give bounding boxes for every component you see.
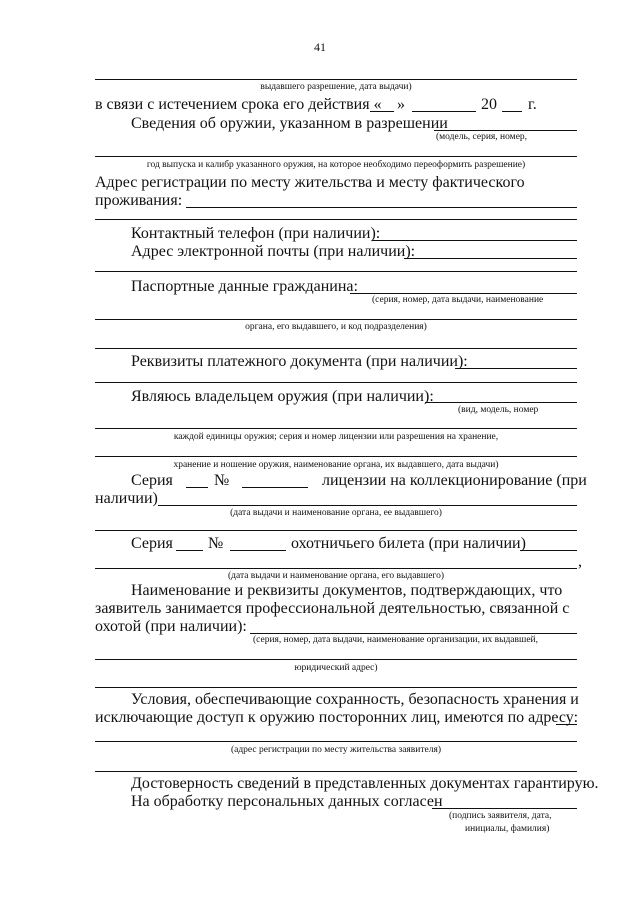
caption-license-issuer: (дата выдачи и наименование органа, ее выдавшего) <box>230 508 442 518</box>
caption-legal-address: юридический адрес) <box>294 663 378 673</box>
blank-passport <box>350 293 577 294</box>
blank-hunting-ticket <box>520 550 577 551</box>
blank-line <box>95 219 577 220</box>
text-year-suffix: г. <box>528 96 537 113</box>
blank-line <box>95 79 577 80</box>
text-weapon-info: Сведения об оружии, указанном в разрешении <box>131 115 448 132</box>
text-collecting-license: лицензии на коллекционирование (при <box>322 472 587 489</box>
text-access-excluded: исключающие доступ к оружию посторонних лиц, имеются по адресу: <box>95 709 579 726</box>
blank-hunting-docs <box>250 633 577 634</box>
blank-weapon-owner <box>425 402 577 403</box>
caption-initials: инициалы, фамилия) <box>465 824 550 834</box>
blank-line <box>95 530 577 531</box>
blank-residence <box>186 207 577 208</box>
text-number-sign: № <box>214 472 230 489</box>
blank-line <box>95 319 577 320</box>
text-expiry: в связи с истечением срока его действия « <box>95 96 382 113</box>
text-series: Серия <box>131 472 173 489</box>
caption-signature: (подпись заявителя, дата, <box>449 811 552 821</box>
caption-year-caliber: год выпуска и калибр указанного оружия, на которое необходимо переоформить разрешение) <box>146 160 526 170</box>
caption-ticket-issuer: (дата выдачи и наименование органа, его выдавшего) <box>227 571 445 581</box>
page-number: 41 <box>314 40 326 54</box>
blank-line <box>95 659 577 660</box>
blank-line <box>95 456 577 457</box>
text-documents-heading: Наименование и реквизиты документов, подтверждающих, что <box>131 582 563 599</box>
caption-weapon-kind: (вид, модель, номер <box>458 405 539 415</box>
caption-issuing-authority: органа, его выдавшего, и код подразделения) <box>245 322 427 332</box>
blank-line <box>95 382 577 383</box>
text-number-sign: № <box>208 535 224 552</box>
text-quote-close: » <box>397 96 405 113</box>
text-hunting: охотой (при наличии): <box>95 618 247 635</box>
blank-email <box>404 258 577 259</box>
blank-line <box>95 568 577 569</box>
blank-line <box>95 348 577 349</box>
text-payment: Реквизиты платежного документа (при наличии): <box>131 353 468 370</box>
blank-storage-address <box>556 724 577 725</box>
blank-weapon-info <box>434 130 577 131</box>
caption-passport: (серия, номер, дата выдачи, наименование <box>372 295 544 305</box>
text-passport: Паспортные данные гражданина: <box>131 278 358 295</box>
blank-day <box>370 111 394 112</box>
text-series: Серия <box>131 535 173 552</box>
text-if-available: наличии) <box>95 490 158 507</box>
blank-number <box>230 550 286 551</box>
blank-month <box>412 111 476 112</box>
text-hunting-ticket: охотничьего билета (при наличии) <box>291 535 526 552</box>
blank-line <box>95 428 577 429</box>
text-email: Адрес электронной почты (при наличии): <box>131 243 416 260</box>
blank-line <box>95 687 577 688</box>
text-residence: проживания: <box>95 192 183 209</box>
blank-line <box>95 771 577 772</box>
caption-org-docs: (серия, номер, дата выдачи, наименование организации, их выдавшей, <box>253 635 538 645</box>
blank-collecting <box>158 505 577 506</box>
blank-year <box>502 111 522 112</box>
blank-series <box>176 550 203 551</box>
blank-phone <box>372 240 577 241</box>
text-storage-conditions: Условия, обеспечивающие сохранность, безопасность хранения и <box>131 691 579 708</box>
blank-series <box>186 487 208 488</box>
blank-line <box>95 741 577 742</box>
caption-applicant-address: (адрес регистрации по месту жительства заявителя) <box>230 745 442 755</box>
caption-model: (модель, серия, номер, <box>436 132 528 142</box>
caption-each-weapon: каждой единицы оружия; серия и номер лицензии или разрешения на хранение, <box>173 432 499 442</box>
blank-signature <box>432 808 577 809</box>
caption-storage-carry: хранение и ношение оружия, наименование органа, их выдавшего, дата выдачи) <box>173 460 499 470</box>
text-weapon-owner: Являюсь владельцем оружия (при наличии): <box>131 388 434 405</box>
text-comma: , <box>578 553 582 570</box>
text-professional-activity: заявитель занимается профессиональной деятельностью, связанной с <box>95 600 570 617</box>
blank-line <box>95 156 577 157</box>
text-year-prefix: 20 <box>481 96 497 113</box>
text-address-heading: Адрес регистрации по месту жительства и месту фактического <box>95 174 525 191</box>
text-phone: Контактный телефон (при наличии): <box>131 225 381 242</box>
text-guarantee: Достоверность сведений в представленных документах гарантирую. <box>131 775 599 792</box>
caption-issuer-date: выдавшего разрешение, дата выдачи) <box>260 82 412 92</box>
blank-payment <box>455 368 577 369</box>
blank-line <box>95 271 577 272</box>
text-consent: На обработку персональных данных согласен <box>131 793 443 810</box>
blank-number <box>242 487 308 488</box>
